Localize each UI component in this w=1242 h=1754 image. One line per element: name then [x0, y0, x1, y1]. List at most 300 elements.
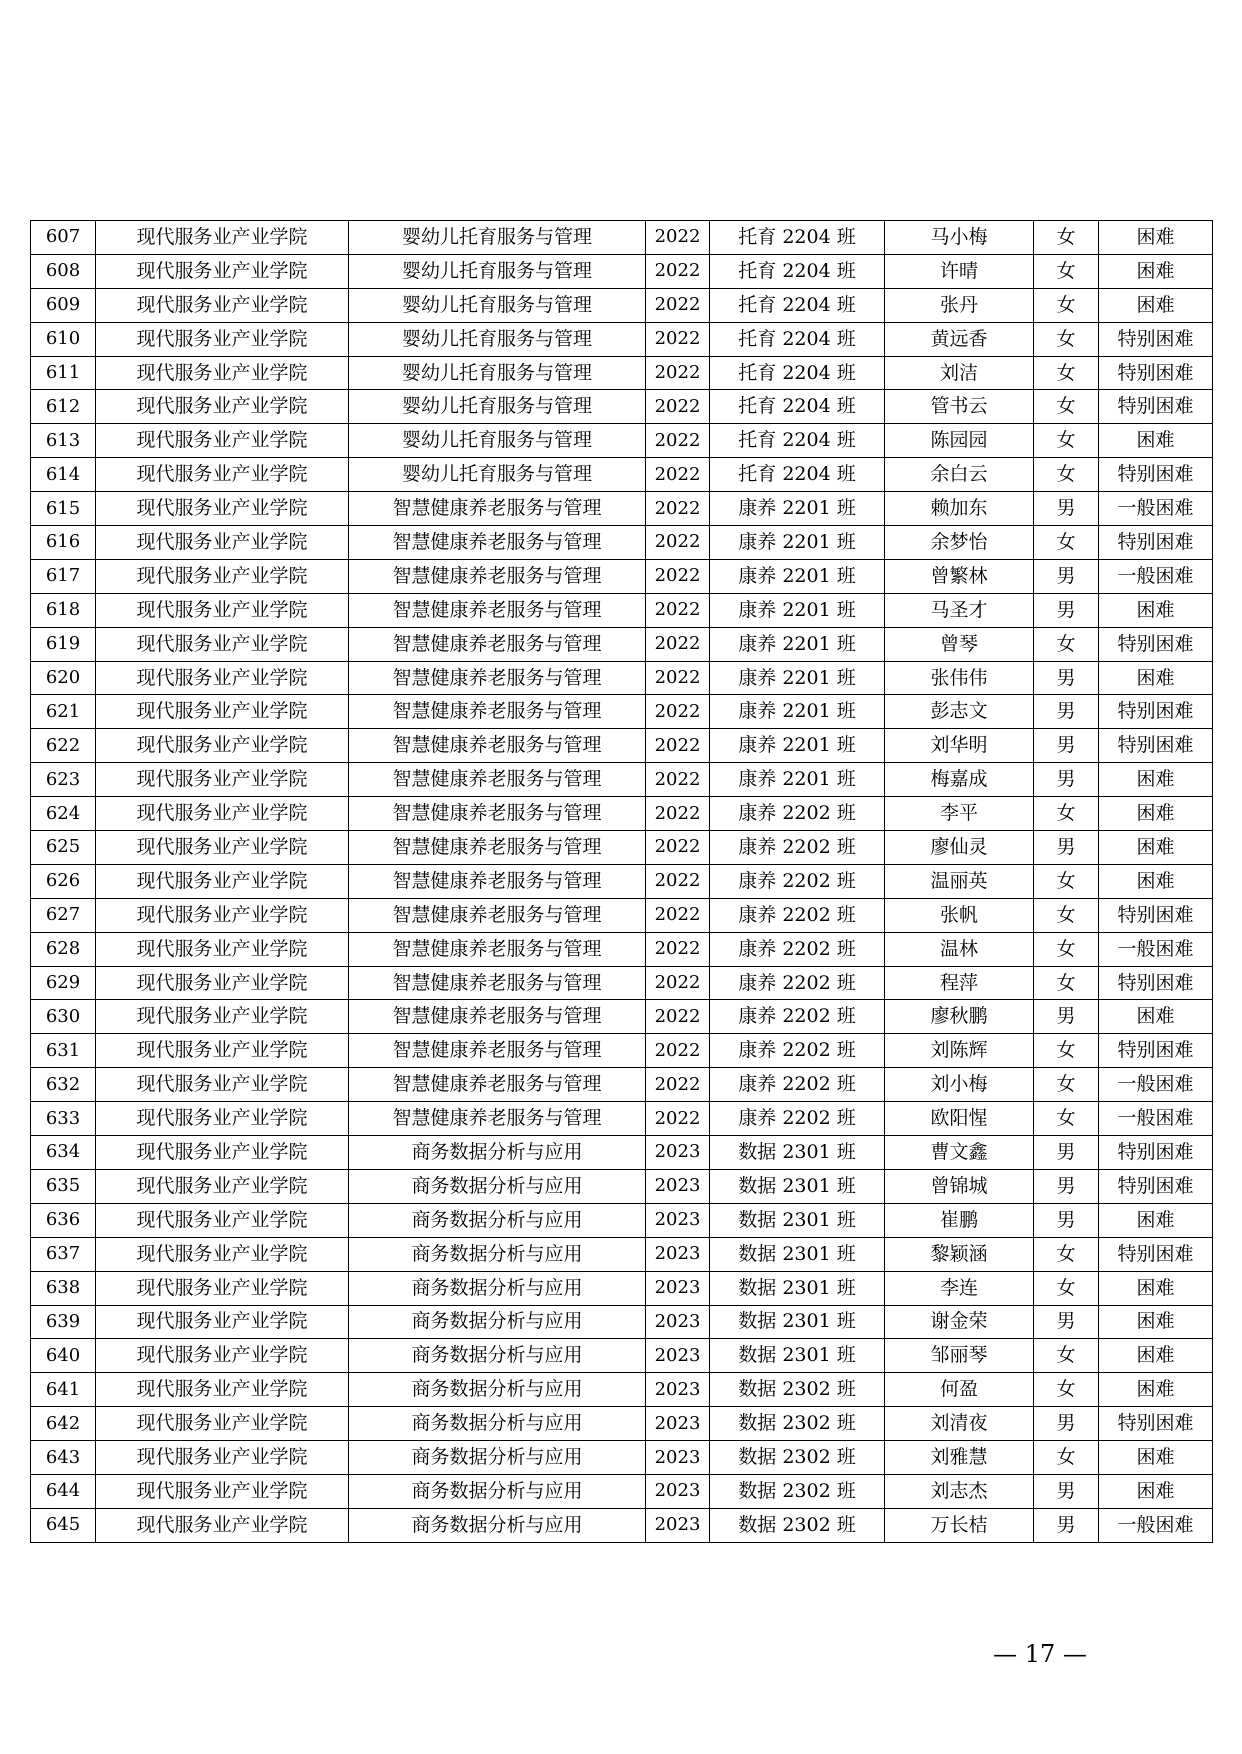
major-cell: 智慧健康养老服务与管理	[349, 526, 646, 560]
year-cell: 2022	[646, 390, 710, 424]
college-cell: 现代服务业产业学院	[96, 1474, 349, 1508]
college-cell: 现代服务业产业学院	[96, 1203, 349, 1237]
major-cell: 商务数据分析与应用	[349, 1305, 646, 1339]
year-cell: 2023	[646, 1271, 710, 1305]
major-cell: 智慧健康养老服务与管理	[349, 1102, 646, 1136]
row-number-cell: 627	[31, 898, 96, 932]
student-name-cell: 彭志文	[885, 695, 1034, 729]
college-cell: 现代服务业产业学院	[96, 1102, 349, 1136]
year-cell: 2022	[646, 356, 710, 390]
major-cell: 智慧健康养老服务与管理	[349, 898, 646, 932]
major-cell: 智慧健康养老服务与管理	[349, 1068, 646, 1102]
row-number-cell: 637	[31, 1237, 96, 1271]
row-number-cell: 608	[31, 254, 96, 288]
row-number-cell: 635	[31, 1169, 96, 1203]
row-number-cell: 636	[31, 1203, 96, 1237]
gender-cell: 女	[1034, 356, 1099, 390]
gender-cell: 女	[1034, 1441, 1099, 1475]
aid-level-cell: 特别困难	[1099, 322, 1213, 356]
college-cell: 现代服务业产业学院	[96, 1136, 349, 1170]
aid-level-cell: 特别困难	[1099, 898, 1213, 932]
student-name-cell: 刘小梅	[885, 1068, 1034, 1102]
table-row	[31, 1441, 1213, 1475]
aid-level-cell: 困难	[1099, 424, 1213, 458]
college-cell: 现代服务业产业学院	[96, 1373, 349, 1407]
gender-cell: 男	[1034, 763, 1099, 797]
aid-level-cell: 困难	[1099, 661, 1213, 695]
gender-cell: 男	[1034, 1474, 1099, 1508]
gender-cell: 女	[1034, 390, 1099, 424]
student-name-cell: 陈园园	[885, 424, 1034, 458]
row-number-cell: 628	[31, 932, 96, 966]
major-cell: 智慧健康养老服务与管理	[349, 831, 646, 865]
major-cell: 商务数据分析与应用	[349, 1237, 646, 1271]
student-name-cell: 赖加东	[885, 492, 1034, 526]
gender-cell: 女	[1034, 322, 1099, 356]
class-name-cell: 数据 2302 班	[710, 1373, 885, 1407]
row-number-cell: 620	[31, 661, 96, 695]
college-cell: 现代服务业产业学院	[96, 492, 349, 526]
row-number-cell: 644	[31, 1474, 96, 1508]
table-row	[31, 1407, 1213, 1441]
table-row	[31, 864, 1213, 898]
aid-level-cell: 困难	[1099, 1305, 1213, 1339]
table-row	[31, 1102, 1213, 1136]
college-cell: 现代服务业产业学院	[96, 356, 349, 390]
gender-cell: 女	[1034, 288, 1099, 322]
student-name-cell: 温林	[885, 932, 1034, 966]
table-row	[31, 1237, 1213, 1271]
aid-level-cell: 一般困难	[1099, 932, 1213, 966]
gender-cell: 女	[1034, 1373, 1099, 1407]
year-cell: 2022	[646, 322, 710, 356]
aid-level-cell: 特别困难	[1099, 1136, 1213, 1170]
class-name-cell: 托育 2204 班	[710, 390, 885, 424]
college-cell: 现代服务业产业学院	[96, 526, 349, 560]
year-cell: 2022	[646, 932, 710, 966]
student-name-cell: 余梦怡	[885, 526, 1034, 560]
table-row	[31, 492, 1213, 526]
major-cell: 婴幼儿托育服务与管理	[349, 288, 646, 322]
major-cell: 商务数据分析与应用	[349, 1271, 646, 1305]
major-cell: 商务数据分析与应用	[349, 1474, 646, 1508]
table-row	[31, 898, 1213, 932]
table-row	[31, 1305, 1213, 1339]
major-cell: 智慧健康养老服务与管理	[349, 729, 646, 763]
year-cell: 2022	[646, 1034, 710, 1068]
major-cell: 婴幼儿托育服务与管理	[349, 458, 646, 492]
college-cell: 现代服务业产业学院	[96, 1000, 349, 1034]
college-cell: 现代服务业产业学院	[96, 1034, 349, 1068]
table-row	[31, 526, 1213, 560]
table-row	[31, 661, 1213, 695]
student-name-cell: 张伟伟	[885, 661, 1034, 695]
class-name-cell: 数据 2302 班	[710, 1407, 885, 1441]
college-cell: 现代服务业产业学院	[96, 1169, 349, 1203]
row-number-cell: 643	[31, 1441, 96, 1475]
college-cell: 现代服务业产业学院	[96, 221, 349, 255]
gender-cell: 女	[1034, 254, 1099, 288]
year-cell: 2022	[646, 458, 710, 492]
student-name-cell: 曾琴	[885, 627, 1034, 661]
year-cell: 2022	[646, 864, 710, 898]
major-cell: 商务数据分析与应用	[349, 1203, 646, 1237]
table-row	[31, 932, 1213, 966]
college-cell: 现代服务业产业学院	[96, 1305, 349, 1339]
gender-cell: 男	[1034, 831, 1099, 865]
row-number-cell: 640	[31, 1339, 96, 1373]
year-cell: 2022	[646, 492, 710, 526]
major-cell: 商务数据分析与应用	[349, 1136, 646, 1170]
table-row	[31, 729, 1213, 763]
college-cell: 现代服务业产业学院	[96, 254, 349, 288]
college-cell: 现代服务业产业学院	[96, 458, 349, 492]
year-cell: 2023	[646, 1373, 710, 1407]
college-cell: 现代服务业产业学院	[96, 593, 349, 627]
major-cell: 婴幼儿托育服务与管理	[349, 424, 646, 458]
major-cell: 婴幼儿托育服务与管理	[349, 254, 646, 288]
student-name-cell: 许晴	[885, 254, 1034, 288]
row-number-cell: 639	[31, 1305, 96, 1339]
college-cell: 现代服务业产业学院	[96, 288, 349, 322]
aid-level-cell: 特别困难	[1099, 1034, 1213, 1068]
year-cell: 2022	[646, 593, 710, 627]
aid-level-cell: 困难	[1099, 797, 1213, 831]
college-cell: 现代服务业产业学院	[96, 322, 349, 356]
year-cell: 2022	[646, 1102, 710, 1136]
table-row	[31, 424, 1213, 458]
college-cell: 现代服务业产业学院	[96, 898, 349, 932]
college-cell: 现代服务业产业学院	[96, 1407, 349, 1441]
student-name-cell: 李平	[885, 797, 1034, 831]
row-number-cell: 625	[31, 831, 96, 865]
aid-level-cell: 困难	[1099, 1203, 1213, 1237]
class-name-cell: 康养 2201 班	[710, 627, 885, 661]
year-cell: 2022	[646, 763, 710, 797]
student-aid-table	[30, 220, 1213, 1543]
aid-level-cell: 一般困难	[1099, 1102, 1213, 1136]
gender-cell: 男	[1034, 1203, 1099, 1237]
row-number-cell: 631	[31, 1034, 96, 1068]
major-cell: 智慧健康养老服务与管理	[349, 1034, 646, 1068]
gender-cell: 男	[1034, 593, 1099, 627]
class-name-cell: 数据 2302 班	[710, 1508, 885, 1542]
major-cell: 婴幼儿托育服务与管理	[349, 221, 646, 255]
year-cell: 2023	[646, 1305, 710, 1339]
student-name-cell: 邹丽琴	[885, 1339, 1034, 1373]
row-number-cell: 619	[31, 627, 96, 661]
major-cell: 智慧健康养老服务与管理	[349, 627, 646, 661]
gender-cell: 男	[1034, 1169, 1099, 1203]
student-name-cell: 廖秋鹏	[885, 1000, 1034, 1034]
college-cell: 现代服务业产业学院	[96, 1271, 349, 1305]
student-name-cell: 欧阳惺	[885, 1102, 1034, 1136]
year-cell: 2023	[646, 1441, 710, 1475]
year-cell: 2022	[646, 898, 710, 932]
table-row	[31, 1034, 1213, 1068]
class-name-cell: 托育 2204 班	[710, 221, 885, 255]
table-row	[31, 1203, 1213, 1237]
aid-level-cell: 特别困难	[1099, 1169, 1213, 1203]
class-name-cell: 数据 2302 班	[710, 1441, 885, 1475]
year-cell: 2022	[646, 1000, 710, 1034]
college-cell: 现代服务业产业学院	[96, 729, 349, 763]
table-row	[31, 1373, 1213, 1407]
gender-cell: 男	[1034, 1407, 1099, 1441]
aid-level-cell: 特别困难	[1099, 458, 1213, 492]
table-row	[31, 1474, 1213, 1508]
aid-level-cell: 困难	[1099, 1000, 1213, 1034]
aid-level-cell: 一般困难	[1099, 559, 1213, 593]
year-cell: 2022	[646, 831, 710, 865]
class-name-cell: 康养 2202 班	[710, 898, 885, 932]
college-cell: 现代服务业产业学院	[96, 627, 349, 661]
year-cell: 2023	[646, 1508, 710, 1542]
college-cell: 现代服务业产业学院	[96, 424, 349, 458]
college-cell: 现代服务业产业学院	[96, 1441, 349, 1475]
student-name-cell: 万长桔	[885, 1508, 1034, 1542]
major-cell: 婴幼儿托育服务与管理	[349, 322, 646, 356]
gender-cell: 男	[1034, 492, 1099, 526]
major-cell: 商务数据分析与应用	[349, 1508, 646, 1542]
table-row	[31, 763, 1213, 797]
college-cell: 现代服务业产业学院	[96, 932, 349, 966]
gender-cell: 女	[1034, 458, 1099, 492]
class-name-cell: 数据 2301 班	[710, 1136, 885, 1170]
aid-level-cell: 一般困难	[1099, 1068, 1213, 1102]
college-cell: 现代服务业产业学院	[96, 390, 349, 424]
year-cell: 2022	[646, 221, 710, 255]
class-name-cell: 康养 2202 班	[710, 831, 885, 865]
major-cell: 商务数据分析与应用	[349, 1407, 646, 1441]
class-name-cell: 康养 2201 班	[710, 729, 885, 763]
college-cell: 现代服务业产业学院	[96, 966, 349, 1000]
gender-cell: 男	[1034, 661, 1099, 695]
table-row	[31, 356, 1213, 390]
row-number-cell: 624	[31, 797, 96, 831]
class-name-cell: 康养 2202 班	[710, 1034, 885, 1068]
row-number-cell: 614	[31, 458, 96, 492]
aid-level-cell: 一般困难	[1099, 1508, 1213, 1542]
gender-cell: 女	[1034, 627, 1099, 661]
major-cell: 智慧健康养老服务与管理	[349, 932, 646, 966]
gender-cell: 女	[1034, 221, 1099, 255]
aid-level-cell: 困难	[1099, 1373, 1213, 1407]
major-cell: 商务数据分析与应用	[349, 1373, 646, 1407]
row-number-cell: 638	[31, 1271, 96, 1305]
class-name-cell: 康养 2202 班	[710, 1102, 885, 1136]
major-cell: 智慧健康养老服务与管理	[349, 492, 646, 526]
table-row	[31, 288, 1213, 322]
row-number-cell: 634	[31, 1136, 96, 1170]
college-cell: 现代服务业产业学院	[96, 831, 349, 865]
major-cell: 智慧健康养老服务与管理	[349, 966, 646, 1000]
college-cell: 现代服务业产业学院	[96, 661, 349, 695]
student-name-cell: 张帆	[885, 898, 1034, 932]
row-number-cell: 633	[31, 1102, 96, 1136]
aid-level-cell: 困难	[1099, 254, 1213, 288]
class-name-cell: 数据 2301 班	[710, 1305, 885, 1339]
gender-cell: 男	[1034, 1508, 1099, 1542]
class-name-cell: 数据 2302 班	[710, 1474, 885, 1508]
gender-cell: 女	[1034, 1102, 1099, 1136]
class-name-cell: 康养 2201 班	[710, 526, 885, 560]
class-name-cell: 康养 2201 班	[710, 559, 885, 593]
college-cell: 现代服务业产业学院	[96, 1508, 349, 1542]
gender-cell: 男	[1034, 1136, 1099, 1170]
major-cell: 智慧健康养老服务与管理	[349, 1000, 646, 1034]
year-cell: 2022	[646, 966, 710, 1000]
student-name-cell: 温丽英	[885, 864, 1034, 898]
aid-level-cell: 困难	[1099, 221, 1213, 255]
student-name-cell: 黄远香	[885, 322, 1034, 356]
major-cell: 智慧健康养老服务与管理	[349, 661, 646, 695]
student-name-cell: 刘雅慧	[885, 1441, 1034, 1475]
class-name-cell: 数据 2301 班	[710, 1203, 885, 1237]
table-row	[31, 559, 1213, 593]
aid-level-cell: 特别困难	[1099, 729, 1213, 763]
class-name-cell: 康养 2201 班	[710, 593, 885, 627]
table-row	[31, 627, 1213, 661]
aid-level-cell: 特别困难	[1099, 695, 1213, 729]
major-cell: 婴幼儿托育服务与管理	[349, 356, 646, 390]
year-cell: 2022	[646, 797, 710, 831]
student-name-cell: 马圣才	[885, 593, 1034, 627]
aid-level-cell: 特别困难	[1099, 526, 1213, 560]
row-number-cell: 629	[31, 966, 96, 1000]
gender-cell: 女	[1034, 797, 1099, 831]
student-name-cell: 曾锦城	[885, 1169, 1034, 1203]
major-cell: 婴幼儿托育服务与管理	[349, 390, 646, 424]
table-row	[31, 1169, 1213, 1203]
table-row	[31, 1339, 1213, 1373]
aid-level-cell: 特别困难	[1099, 627, 1213, 661]
gender-cell: 男	[1034, 695, 1099, 729]
gender-cell: 女	[1034, 424, 1099, 458]
student-name-cell: 崔鹏	[885, 1203, 1034, 1237]
aid-level-cell: 困难	[1099, 1271, 1213, 1305]
gender-cell: 男	[1034, 559, 1099, 593]
aid-level-cell: 困难	[1099, 1339, 1213, 1373]
aid-level-cell: 困难	[1099, 763, 1213, 797]
student-name-cell: 廖仙灵	[885, 831, 1034, 865]
class-name-cell: 康养 2201 班	[710, 492, 885, 526]
class-name-cell: 托育 2204 班	[710, 356, 885, 390]
page-number: — 17 —	[993, 1640, 1087, 1668]
college-cell: 现代服务业产业学院	[96, 864, 349, 898]
student-name-cell: 刘华明	[885, 729, 1034, 763]
year-cell: 2022	[646, 661, 710, 695]
year-cell: 2022	[646, 695, 710, 729]
table-row	[31, 221, 1213, 255]
major-cell: 商务数据分析与应用	[349, 1339, 646, 1373]
class-name-cell: 托育 2204 班	[710, 254, 885, 288]
aid-level-cell: 困难	[1099, 593, 1213, 627]
college-cell: 现代服务业产业学院	[96, 695, 349, 729]
college-cell: 现代服务业产业学院	[96, 763, 349, 797]
aid-level-cell: 一般困难	[1099, 492, 1213, 526]
table-row	[31, 458, 1213, 492]
row-number-cell: 612	[31, 390, 96, 424]
gender-cell: 女	[1034, 1339, 1099, 1373]
year-cell: 2023	[646, 1203, 710, 1237]
aid-level-cell: 困难	[1099, 1441, 1213, 1475]
college-cell: 现代服务业产业学院	[96, 1068, 349, 1102]
gender-cell: 女	[1034, 526, 1099, 560]
year-cell: 2022	[646, 288, 710, 322]
aid-level-cell: 特别困难	[1099, 966, 1213, 1000]
year-cell: 2022	[646, 559, 710, 593]
year-cell: 2023	[646, 1407, 710, 1441]
row-number-cell: 609	[31, 288, 96, 322]
row-number-cell: 645	[31, 1508, 96, 1542]
gender-cell: 男	[1034, 1305, 1099, 1339]
table-row	[31, 1508, 1213, 1542]
gender-cell: 女	[1034, 1271, 1099, 1305]
gender-cell: 女	[1034, 898, 1099, 932]
table-row	[31, 254, 1213, 288]
row-number-cell: 642	[31, 1407, 96, 1441]
row-number-cell: 613	[31, 424, 96, 458]
student-name-cell: 何盈	[885, 1373, 1034, 1407]
year-cell: 2023	[646, 1136, 710, 1170]
major-cell: 智慧健康养老服务与管理	[349, 763, 646, 797]
table-row	[31, 390, 1213, 424]
row-number-cell: 630	[31, 1000, 96, 1034]
class-name-cell: 康养 2201 班	[710, 763, 885, 797]
row-number-cell: 632	[31, 1068, 96, 1102]
row-number-cell: 617	[31, 559, 96, 593]
table-row	[31, 1068, 1213, 1102]
class-name-cell: 托育 2204 班	[710, 288, 885, 322]
student-name-cell: 刘清夜	[885, 1407, 1034, 1441]
table-row	[31, 1136, 1213, 1170]
table-row	[31, 1000, 1213, 1034]
major-cell: 智慧健康养老服务与管理	[349, 864, 646, 898]
gender-cell: 男	[1034, 729, 1099, 763]
table-row	[31, 593, 1213, 627]
year-cell: 2023	[646, 1169, 710, 1203]
row-number-cell: 622	[31, 729, 96, 763]
class-name-cell: 康养 2202 班	[710, 1000, 885, 1034]
row-number-cell: 626	[31, 864, 96, 898]
major-cell: 商务数据分析与应用	[349, 1441, 646, 1475]
year-cell: 2022	[646, 526, 710, 560]
aid-level-cell: 困难	[1099, 831, 1213, 865]
gender-cell: 男	[1034, 1000, 1099, 1034]
year-cell: 2022	[646, 627, 710, 661]
college-cell: 现代服务业产业学院	[96, 1237, 349, 1271]
row-number-cell: 615	[31, 492, 96, 526]
student-name-cell: 曾繁林	[885, 559, 1034, 593]
class-name-cell: 数据 2301 班	[710, 1237, 885, 1271]
table-row	[31, 1271, 1213, 1305]
class-name-cell: 数据 2301 班	[710, 1339, 885, 1373]
student-name-cell: 程萍	[885, 966, 1034, 1000]
gender-cell: 女	[1034, 932, 1099, 966]
class-name-cell: 康养 2202 班	[710, 797, 885, 831]
student-name-cell: 马小梅	[885, 221, 1034, 255]
gender-cell: 女	[1034, 1237, 1099, 1271]
table-row	[31, 797, 1213, 831]
class-name-cell: 托育 2204 班	[710, 424, 885, 458]
major-cell: 智慧健康养老服务与管理	[349, 695, 646, 729]
gender-cell: 女	[1034, 1034, 1099, 1068]
row-number-cell: 618	[31, 593, 96, 627]
major-cell: 商务数据分析与应用	[349, 1169, 646, 1203]
class-name-cell: 康养 2201 班	[710, 695, 885, 729]
gender-cell: 女	[1034, 1068, 1099, 1102]
